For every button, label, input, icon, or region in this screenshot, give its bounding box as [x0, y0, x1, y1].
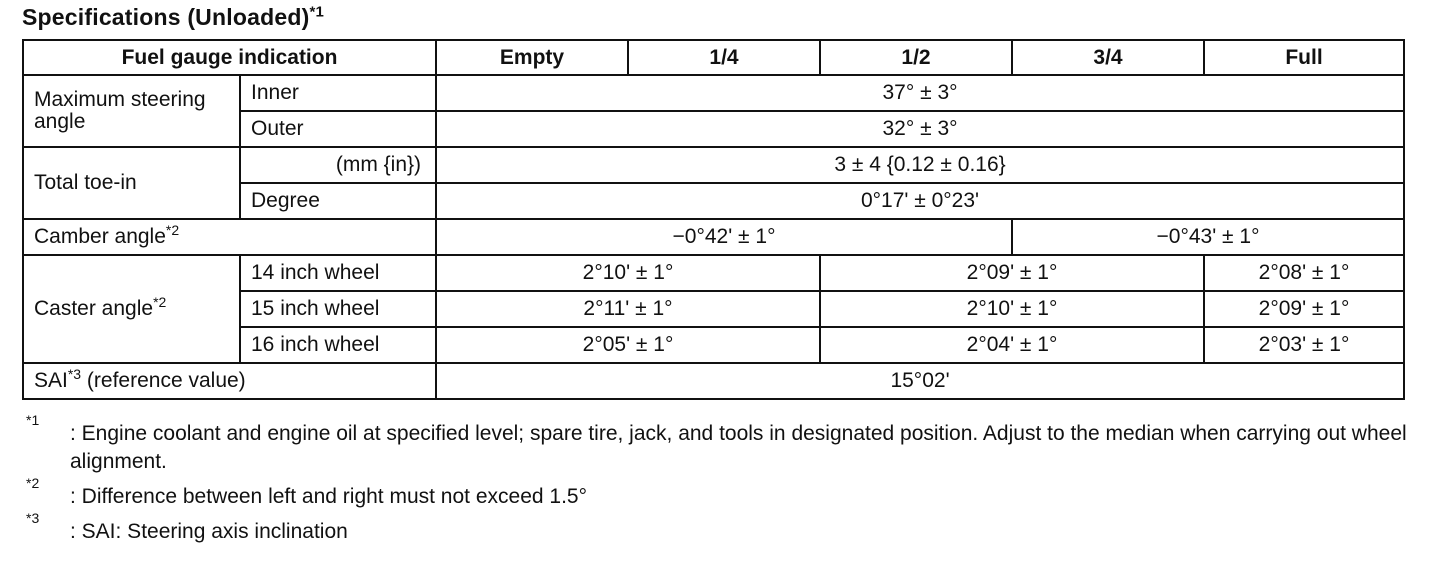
sai-label-text: SAI	[34, 369, 68, 392]
caster-value: 2°05' ± 1°	[436, 327, 820, 363]
toe-in-degree-value: 0°17' ± 0°23'	[436, 183, 1404, 219]
caster-value: 2°10' ± 1°	[436, 255, 820, 291]
table-row	[23, 219, 1404, 255]
caster-value: 2°11' ± 1°	[436, 291, 820, 327]
header-fuel-gauge-label: Fuel gauge indication	[23, 40, 436, 75]
caster-value: 2°04' ± 1°	[820, 327, 1204, 363]
caster-label-text: Caster angle	[34, 297, 154, 320]
caster-value: 2°10' ± 1°	[820, 291, 1204, 327]
specifications-table	[22, 39, 1405, 400]
footnote-mark: *2	[26, 475, 40, 491]
footnote-text: : Difference between left and right must not exceed 1.5°	[70, 485, 587, 508]
table-row	[23, 255, 1404, 291]
camber-value-high: −0°43' ± 1°	[1012, 219, 1404, 255]
toe-in-mm-label: (mm {in})	[240, 147, 436, 183]
camber-label-text: Camber angle	[34, 225, 166, 248]
title-footnote-mark: *1	[309, 3, 325, 21]
footnote	[26, 412, 1436, 476]
camber-value-low: −0°42' ± 1°	[436, 219, 1012, 255]
sai-label-suffix: (reference value)	[81, 369, 246, 392]
sai-value: 15°02'	[436, 363, 1404, 399]
camber-label	[23, 219, 436, 255]
caster-wheel-label: 14 inch wheel	[240, 255, 436, 291]
caster-wheel-label: 16 inch wheel	[240, 327, 436, 363]
outer-label: Outer	[240, 111, 436, 147]
title-text: Specifications (Unloaded)	[22, 4, 310, 30]
header-level-three-quarter: 3/4	[1012, 40, 1204, 75]
sai-footnote-mark: *3	[67, 366, 82, 382]
footnote-mark: *1	[26, 412, 40, 428]
caster-wheel-label: 15 inch wheel	[240, 291, 436, 327]
caster-value: 2°08' ± 1°	[1204, 255, 1404, 291]
toe-in-label: Total toe-in	[23, 147, 240, 219]
inner-value: 37° ± 3°	[436, 75, 1404, 111]
toe-in-degree-label: Degree	[240, 183, 436, 219]
footnotes	[26, 412, 1436, 553]
footnote	[26, 475, 1436, 511]
header-level-empty: Empty	[436, 40, 628, 75]
table-row	[23, 363, 1404, 399]
inner-label: Inner	[240, 75, 436, 111]
header-level-full: Full	[1204, 40, 1404, 75]
header-level-quarter: 1/4	[628, 40, 820, 75]
sai-label	[23, 363, 436, 399]
camber-footnote-mark: *2	[165, 222, 180, 238]
page-title	[22, 4, 324, 31]
caster-value: 2°03' ± 1°	[1204, 327, 1404, 363]
footnote-text: : Engine coolant and engine oil at specified level; spare tire, jack, and tools in designated position. Adjust to the median when carrying out wheel alignment.	[70, 422, 1407, 473]
outer-value: 32° ± 3°	[436, 111, 1404, 147]
caster-label	[23, 255, 240, 363]
footnote	[26, 510, 1436, 546]
footnote-text: : SAI: Steering axis inclination	[70, 520, 348, 543]
table-row	[23, 147, 1404, 183]
caster-value: 2°09' ± 1°	[1204, 291, 1404, 327]
footnote-mark: *3	[26, 510, 40, 526]
table-row	[23, 75, 1404, 111]
toe-in-mm-value: 3 ± 4 {0.12 ± 0.16}	[436, 147, 1404, 183]
table-header-row	[23, 40, 1404, 75]
caster-footnote-mark: *2	[153, 294, 167, 310]
caster-value: 2°09' ± 1°	[820, 255, 1204, 291]
header-level-half: 1/2	[820, 40, 1012, 75]
max-steering-label: Maximum steering angle	[23, 75, 240, 147]
